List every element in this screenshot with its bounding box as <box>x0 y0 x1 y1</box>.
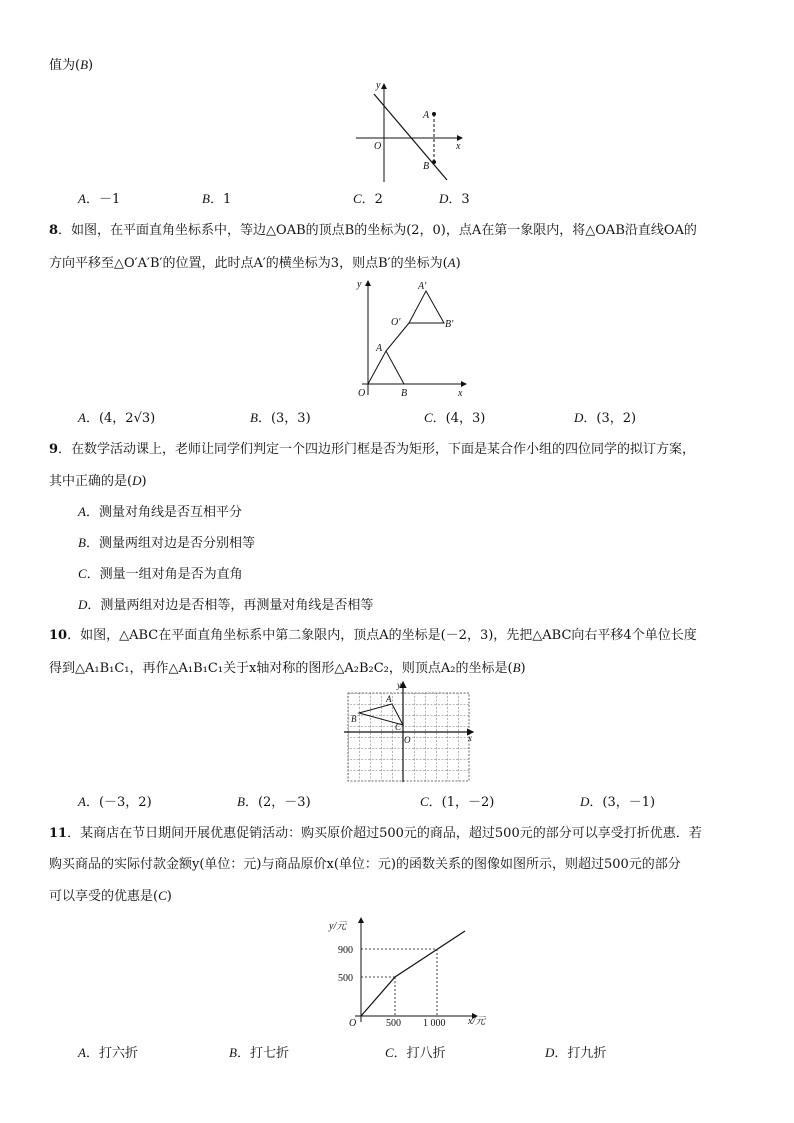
q8-label-o-prime: O′ <box>391 317 401 328</box>
q9-option-c[interactable]: C．测量一组对角是否为直角 <box>78 566 243 582</box>
q7-option-c[interactable]: C．2 <box>353 191 383 207</box>
q8-line2: 方向平移至△O′A′B′的位置，此时点A′的横坐标为3，则点B′的坐标为(A) <box>49 255 461 271</box>
q8-label-b: B <box>401 388 408 399</box>
q7-option-b[interactable]: B．1 <box>202 191 232 207</box>
q11-line3: 可以享受的优惠是(C) <box>49 888 172 904</box>
q8-label-x: x <box>458 388 463 399</box>
q11-label-x: x/元 <box>468 1016 486 1027</box>
q10-label-a: A <box>386 694 392 704</box>
q11-figure <box>325 914 495 1032</box>
q10-option-d[interactable]: D．(3，－1) <box>580 794 656 810</box>
q9-option-b[interactable]: B．测量两组对边是否分别相等 <box>78 535 255 551</box>
q11-graph-line <box>361 931 465 1016</box>
q8-option-c[interactable]: C．(4，3) <box>424 410 486 426</box>
q10-answer: B <box>512 660 521 675</box>
q8-triangle-oab <box>368 351 404 384</box>
q11-option-b[interactable]: B．打七折 <box>229 1045 289 1061</box>
q7-label-o: O <box>374 141 382 152</box>
q7-label-a: A <box>423 110 430 121</box>
q10-label-b: B <box>351 714 357 724</box>
q9-line1: 9．在数学活动课上，老师让同学们判定一个四边形门框是否为矩形，下面是某合作小组的四位同学的拟订方案， <box>49 442 696 457</box>
q10-figure <box>340 678 480 784</box>
q11-option-c[interactable]: C．打八折 <box>385 1045 446 1061</box>
q11-option-d[interactable]: D．打九折 <box>545 1045 607 1061</box>
q10-label-y: y <box>397 680 401 690</box>
q8-option-b[interactable]: B．(3，3) <box>250 410 311 426</box>
q7-line <box>374 94 447 180</box>
q7-figure <box>352 78 472 183</box>
q8-triangle-oab-prime <box>409 291 444 323</box>
q7-point-a <box>432 112 436 116</box>
q8-label-b-prime: B′ <box>445 319 454 330</box>
q11-tick-500-x: 500 <box>386 1018 401 1029</box>
q9-answer: D <box>132 473 142 488</box>
q11-tick-500-y: 500 <box>338 973 353 984</box>
q10-line1: 10．如图，△ABC在平面直角坐标系中第二象限内，顶点A的坐标是(－2，3)，先把△ABC向右平移4个单位长度 <box>49 628 697 643</box>
q8-line1: 8．如图，在平面直角坐标系中，等边△OAB的顶点B的坐标为(2，0)，点A在第一象限内，将△OAB沿直线OA的 <box>49 223 697 238</box>
q11-line2: 购买商品的实际付款金额y(单位：元)与商品原价x(单位：元)的函数关系的图像如图所示，则超过500元的部分 <box>49 857 681 872</box>
q10-line2: 得到△A₁B₁C₁，再作△A₁B₁C₁关于x轴对称的图形△A₂B₂C₂，则顶点A₂的坐标是(B) <box>49 660 526 676</box>
q7-label-b: B <box>423 161 430 172</box>
q10-option-b[interactable]: B．(2，－3) <box>237 794 311 810</box>
q11-line1: 11．某商店在节日期间开展优惠促销活动：购买原价超过500元的商品，超过500元的部分可以享受打折优惠．若 <box>49 826 702 841</box>
q11-tick-1000-x: 1 000 <box>423 1018 446 1029</box>
q11-label-o: O <box>349 1018 357 1029</box>
q8-label-a: A <box>376 343 383 354</box>
q8-figure <box>350 277 470 401</box>
q7-point-b <box>432 160 436 164</box>
q10-label-c: C <box>395 722 402 732</box>
q7-option-a[interactable]: A．－1 <box>78 191 121 207</box>
q11-option-a[interactable]: A．打六折 <box>78 1045 138 1061</box>
q10-label-o: O <box>404 735 411 745</box>
q7-text: 值为(B) <box>49 57 94 73</box>
q8-label-a-prime: A′ <box>418 281 427 292</box>
q8-answer: A <box>447 255 456 270</box>
q8-label-o: O <box>358 388 366 399</box>
q11-label-y: y/元 <box>329 921 347 932</box>
q8-option-d[interactable]: D．(3，2) <box>574 410 637 426</box>
q8-option-a[interactable]: A．(4，2√3) <box>78 410 156 426</box>
q11-answer: C <box>158 888 167 903</box>
q9-option-a[interactable]: A．测量对角线是否互相平分 <box>78 504 242 520</box>
q9-option-d[interactable]: D．测量两组对边是否相等，再测量对角线是否相等 <box>78 597 374 613</box>
q10-option-c[interactable]: C．(1，－2) <box>420 794 495 810</box>
q7-label-x: x <box>456 141 461 152</box>
q8-label-y: y <box>357 279 362 290</box>
q10-label-x: x <box>468 733 472 743</box>
q11-tick-900: 900 <box>338 945 353 956</box>
q9-line2: 其中正确的是(D) <box>49 473 147 489</box>
q7-option-d[interactable]: D．3 <box>439 191 470 207</box>
q10-option-a[interactable]: A．(－3，2) <box>78 794 152 810</box>
q7-answer: B <box>80 57 89 72</box>
q7-label-y: y <box>376 80 381 91</box>
